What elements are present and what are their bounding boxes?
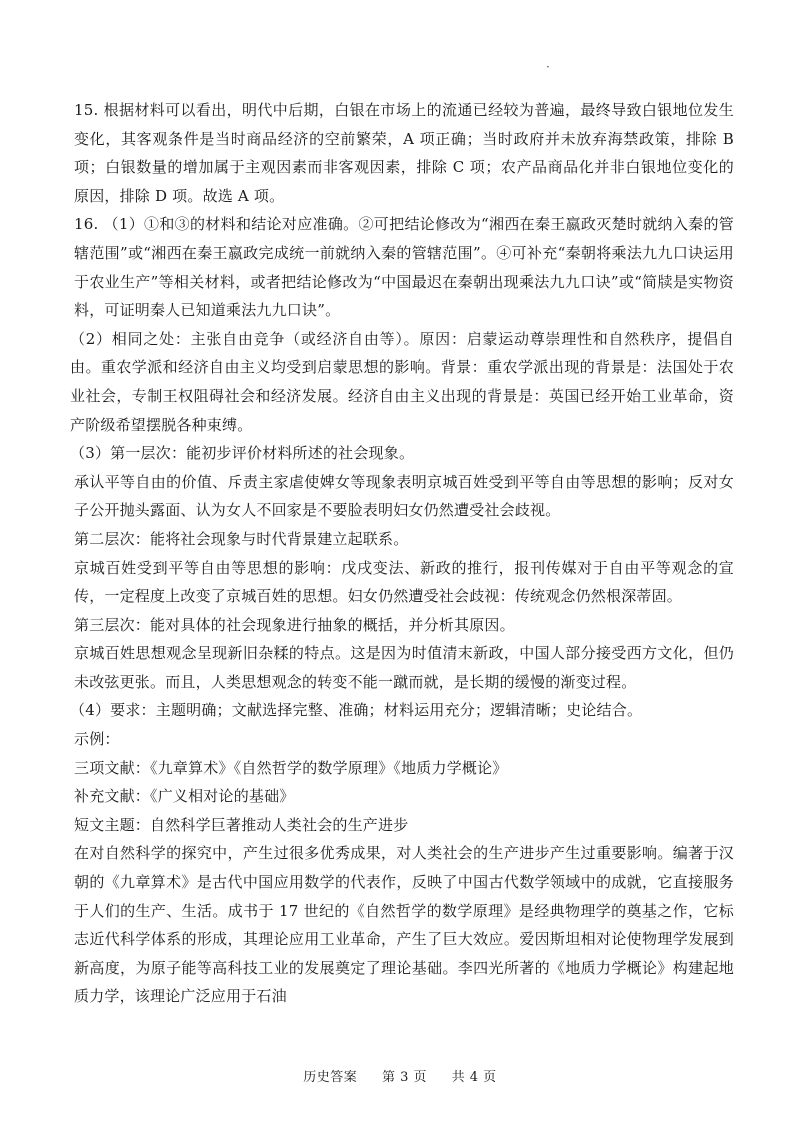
three-documents: 三项文献：《九章算术》《自然哲学的数学原理》《地质力学概论》 xyxy=(74,758,508,777)
answer-16-part-4-requirements: （4）要求：主题明确；文献选择完整、准确；材料运用充分；逻辑清晰；史论结合。 xyxy=(70,701,643,720)
page-footer xyxy=(0,1066,800,1085)
answer-16-part-2: （2）相同之处：主张自由竞争（或经济自由等）。原因：启蒙运动尊崇理性和自然秩序，提倡自由。重农学派和经济自由主义均受到启蒙思想的影响。背景：重农学派出现的背景是：法国处于农业社会，专制王权阻碍社会和经济发展。经济自由主义出现的背景是：英国已经开始工业革命，资产阶级希望摆脱各种束缚。 xyxy=(70,329,734,434)
example-label: 示例： xyxy=(74,730,120,749)
answer-16-part-1: 16. （1）①和③的材料和结论对应准确。②可把结论修改为“湘西在秦王嬴政灭楚时就纳入秦的管辖范围”或“湘西在秦王嬴政完成统一前就纳入秦的管辖范围”。④可补充“秦朝将乘法九九口诀运用于农业生产”等相关材料，或者把结论修改为“中国最迟在秦朝出现乘法九九口诀”或“简牍是实物资料，可证明秦人已知道乘法九九口诀”。 xyxy=(74,215,734,320)
answer-16-part-3-level-3-heading: 第三层次：能对具体的社会现象进行抽象的概括，并分析其原因。 xyxy=(74,615,515,634)
footer-total-pages: 共 4 页 xyxy=(451,1070,497,1085)
answer-16-part-3-level-3-text: 京城百姓思想观念呈现新旧杂糅的特点。这是因为时值清末新政，中国人部分接受西方文化，但仍未改弦更张。而且，人类思想观念的转变不能一蹴而就，是长期的缓慢的渐变过程。 xyxy=(74,644,734,691)
answer-15: 15. 根据材料可以看出，明代中后期，白银在市场上的流通已经较为普遍，最终导致白银地位发生变化，其客观条件是当时商品经济的空前繁荣，A 项正确；当时政府并未放弃海禁政策，排除 B 项；白银数量的增加属于主观因素而非客观因素，排除 C 项；农产品商品化并非白银地位变化的原因，排除 D 项。故选 A 项。 xyxy=(74,101,734,205)
answer-16-part-3-level-1-text: 承认平等自由的价值、斥责主家虐使婢女等现象表明京城百姓受到平等自由等思想的影响；反对女子公开抛头露面、认为女人不回家是不要脸表明妇女仍然遭受社会歧视。 xyxy=(74,472,734,520)
essay-body: 在对自然科学的探究中，产生过很多优秀成果，对人类社会的生产进步产生过重要影响。编著于汉朝的《九章算术》是古代中国应用数学的代表作，反映了中国古代数学领域中的成就，它直接服务于人们的生产、生活。成书于 17 世纪的《自然哲学的数学原理》是经典物理学的奠基之作，它标志近代科学体系的形成，其理论应用工业革命，产生了巨大效应。爱因斯坦相对论使物理学发展到新高度，为原子能等高科技工业的发展奠定了理论基础。李四光所著的《地质力学概论》构建起地质力学，该理论广泛应用于石油 xyxy=(74,844,734,1006)
supplementary-document: 补充文献：《广义相对论的基础》 xyxy=(74,787,295,806)
answer-16-part-3-level-2-text: 京城百姓受到平等自由等思想的影响：戊戌变法、新政的推行，报刊传媒对于自由平等观念的宣传，一定程度上改变了京城百姓的思想。妇女仍然遭受社会歧视：传统观念仍然根深蒂固。 xyxy=(74,558,734,606)
answer-body xyxy=(70,96,734,1011)
essay-theme: 短文主题：自然科学巨著推动人类社会的生产进步 xyxy=(74,815,409,834)
scan-speck: · xyxy=(546,60,550,74)
answer-16-part-3-level-2-heading: 第二层次：能将社会现象与时代背景建立起联系。 xyxy=(74,529,409,548)
answer-16-part-3-level-1-heading: （3）第一层次：能初步评价材料所述的社会现象。 xyxy=(70,444,415,463)
footer-subject: 历史答案 xyxy=(303,1070,358,1085)
footer-page-number: 第 3 页 xyxy=(381,1070,427,1085)
